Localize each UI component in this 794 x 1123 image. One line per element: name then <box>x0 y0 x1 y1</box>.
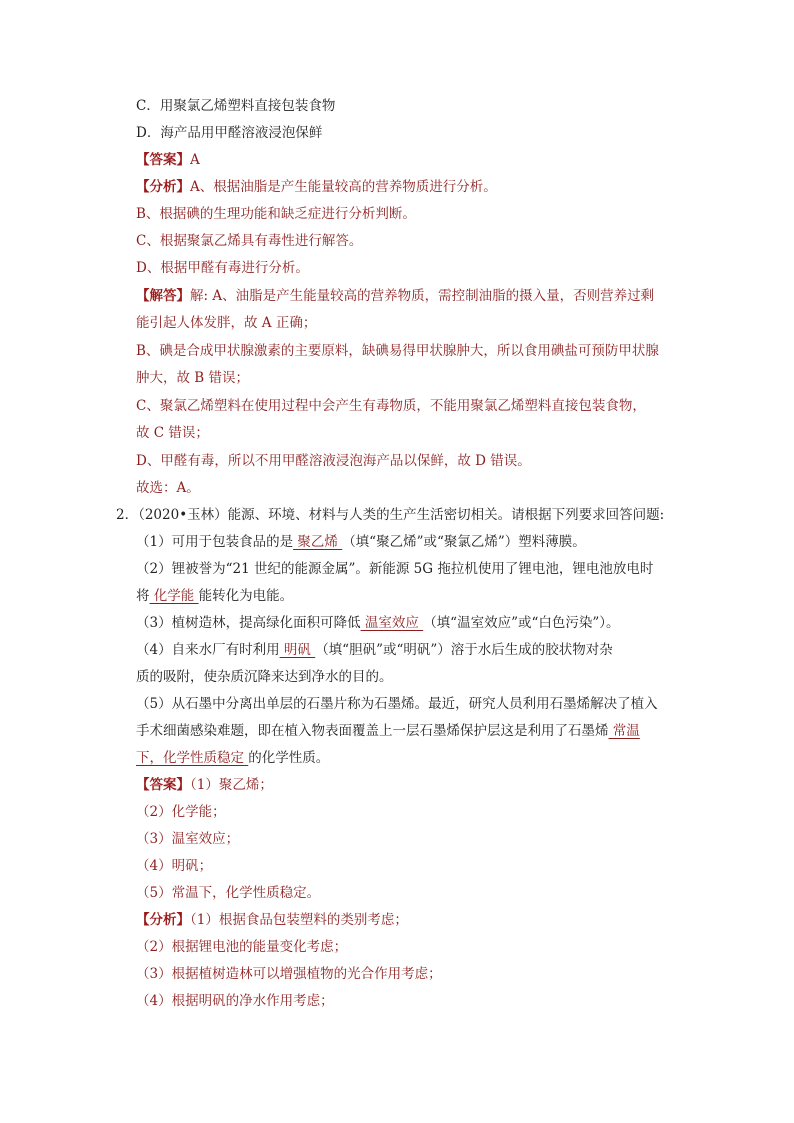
analysis-line-a <box>136 177 497 197</box>
answer-tag: 【答案】 <box>136 152 190 168</box>
answer-line <box>136 150 200 170</box>
part-text: 的化学性质。 <box>248 750 330 766</box>
part-5-line2 <box>136 721 640 741</box>
solution-line-b1: B、碘是合成甲状腺激素的主要原料，缺碘易得甲状腺肿大，所以食用碘盐可预防甲状腺 <box>136 343 659 359</box>
part-4-line2: 质的吸附，使杂质沉降来达到净水的目的。 <box>136 669 393 685</box>
analysis-tag: 【分析】 <box>136 179 190 195</box>
analysis-text: A、根据油脂是产生能量较高的营养物质进行分析。 <box>190 179 497 195</box>
part-text: （4）自来水厂有时利用 <box>136 642 280 658</box>
part-text: 将 <box>136 588 150 604</box>
final-choice: 故选：A。 <box>136 480 200 496</box>
part-text: （3）植树造林，提高绿化面积可降低 <box>136 615 361 631</box>
fill-blank: 常温 <box>608 723 640 739</box>
solution-text: 解: A、油脂是产生能量较高的营养物质，需控制油脂的摄入量，否则营养过剩 <box>190 288 655 304</box>
part-text: （填“聚乙烯”或“聚氯乙烯”）塑料薄膜。 <box>342 534 586 550</box>
fill-blank: 温室效应 <box>360 615 424 631</box>
analysis-line-c: C、根据聚氯乙烯具有毒性进行解答。 <box>136 233 363 249</box>
answer-item: （4）明矾； <box>136 858 213 874</box>
option-c: C．用聚氯乙烯塑料直接包装食物 <box>136 98 336 114</box>
analysis-line-b: B、根据碘的生理功能和缺乏症进行分析判断。 <box>136 206 416 222</box>
answer-item: （3）温室效应； <box>136 831 240 847</box>
answer-value: A <box>190 152 200 168</box>
analysis-item: （4）根据明矾的净水作用考虑； <box>136 993 334 1009</box>
answer-item: （5）常温下，化学性质稳定。 <box>136 885 321 901</box>
fill-blank: 化学能 <box>149 588 199 604</box>
analysis-line-d: D、根据甲醛有毒进行分析。 <box>136 260 309 276</box>
part-4-line1 <box>136 640 613 660</box>
fill-blank: 明矾 <box>279 642 316 658</box>
solution-tag: 【解答】 <box>136 288 190 304</box>
part-2-line2 <box>136 586 293 606</box>
question-text: （2020•玉林）能源、环境、材料与人类的生产生活密切相关。请根据下列要求回答问题: <box>138 507 665 523</box>
analysis-item: （3）根据植树造林可以增强植物的光合作用考虑； <box>136 966 442 982</box>
option-d: D．海产品用甲醛溶液浸泡保鲜 <box>136 125 323 141</box>
answer-item: （2）化学能； <box>136 804 226 820</box>
part-5-line3 <box>136 748 329 768</box>
solution-line-a1 <box>136 286 654 306</box>
solution-line-c1: C、聚氯乙烯塑料在使用过程中会产生有毒物质，不能用聚氯乙烯塑料直接包装食物， <box>136 398 646 414</box>
answer-item: （1）聚乙烯； <box>190 777 273 793</box>
fill-blank: 下，化学性质稳定 <box>136 750 249 766</box>
solution-line-b2: 肿大，故 B 错误； <box>136 370 250 386</box>
analysis-line <box>136 910 408 930</box>
part-5-line1: （5）从石墨中分离出单层的石墨片称为石墨烯。最近，研究人员利用石墨烯解决了植入 <box>136 696 658 712</box>
part-text: （1）可用于包装食品的是 <box>136 534 294 550</box>
answer-tag: 【答案】 <box>136 777 190 793</box>
part-3 <box>136 613 620 633</box>
solution-line-d: D、甲醛有毒，所以不用甲醛溶液浸泡海产品以保鲜，故 D 错误。 <box>136 453 531 469</box>
analysis-item: （2）根据锂电池的能量变化考虑； <box>136 939 348 955</box>
fill-blank: 聚乙烯 <box>293 534 343 550</box>
part-2-line1: （2）锂被誉为“21 世纪的能源金属”。新能源 5G 拖拉机使用了锂电池，锂电池放电时 <box>136 561 654 577</box>
part-text: （填“温室效应”或“白色污染”）。 <box>423 615 620 631</box>
part-text: 能转化为电能。 <box>198 588 294 604</box>
part-text: （填“胆矾”或“明矾”）溶于水后生成的胶状物对杂 <box>315 642 613 658</box>
analysis-tag: 【分析】 <box>136 912 190 928</box>
solution-line-c2: 故 C 错误； <box>136 425 209 441</box>
question-2-stem <box>116 505 664 525</box>
part-1 <box>136 532 586 552</box>
part-text: 手术细菌感染难题，即在植入物表面覆盖上一层石墨烯保护层这是利用了石墨烯 <box>136 723 609 739</box>
analysis-item: （1）根据食品包装塑料的类别考虑； <box>190 912 408 928</box>
solution-line-a2: 能引起人体发胖，故 A 正确； <box>136 315 317 331</box>
answer-line <box>136 775 273 795</box>
question-number: 2． <box>116 507 139 523</box>
